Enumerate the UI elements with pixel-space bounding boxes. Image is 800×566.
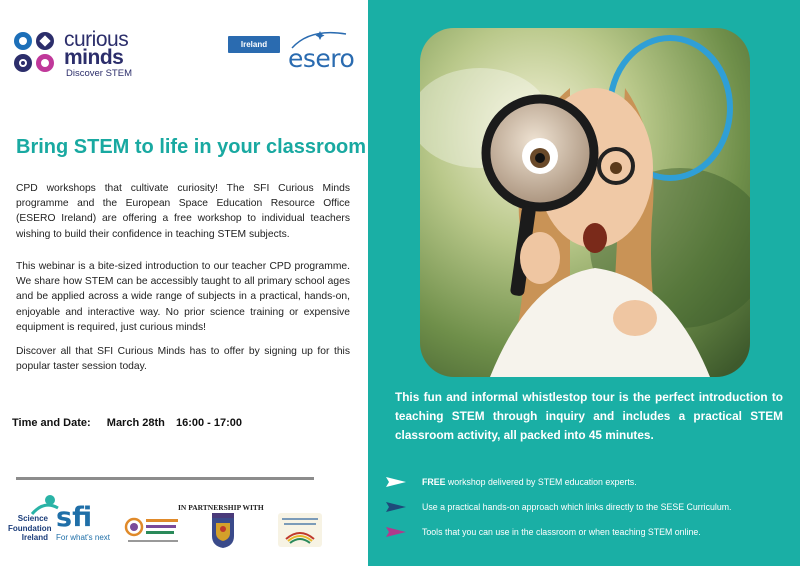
- sfi-wordmark: sfi: [56, 502, 93, 533]
- esero-ireland-badge: Ireland: [228, 36, 280, 53]
- magenta-arrow-icon: [386, 527, 406, 537]
- event-time: 16:00 - 17:00: [175, 417, 243, 429]
- white-arrow-icon: [386, 477, 406, 487]
- sfi-tagline: For what's next: [56, 533, 110, 542]
- sfi-name: Science Foundation Ireland: [8, 514, 52, 542]
- esero-logo: [228, 28, 363, 82]
- lead-description: This fun and informal whistlestop tour is the perfect introduction to teaching STEM through inquiry and includes a practical STEM classroom activity, all packed into 45 minutes.: [395, 390, 783, 442]
- bullet-text: FREE workshop delivered by STEM education experts.: [422, 477, 637, 487]
- left-panel: [0, 0, 368, 566]
- bullet-hands-on-approach: [386, 502, 732, 512]
- intro-paragraph: CPD workshops that cultivate curiosity! The SFI Curious Minds programme and the European Space Education Resource Office (ESERO Ireland) are offering a free workshop to individual teachers wishing to build their confidence in teaching STEM subjects.: [16, 183, 350, 240]
- event-label: Time and Date:: [12, 417, 91, 429]
- webinar-paragraph: This webinar is a bite-sized introduction to our teacher CPD programme. We share how STEM can be accessibly taught to all primary school ages and be applied across a wide range of subjects in a practical, hands-on, enjoyable and interactive way. No prior science training or expensive equipment is required, just curious minds!: [16, 261, 350, 333]
- partner-logo-support-service: [124, 513, 182, 547]
- curious-minds-word-minds: minds: [64, 46, 124, 69]
- event-time-and-date: [12, 417, 242, 429]
- bullet-free-workshop: [386, 477, 637, 487]
- navy-arrow-icon: [386, 502, 406, 512]
- curious-minds-logo-icon: [14, 32, 60, 78]
- partner-logo-clare: [210, 513, 236, 549]
- curious-minds-word-curious: curious: [64, 28, 129, 51]
- sfi-logo: [8, 494, 123, 544]
- bullet-text: Tools that you can use in the classroom or when teaching STEM online.: [422, 527, 701, 537]
- bullet-classroom-tools: [386, 527, 701, 537]
- curious-minds-logo: [14, 30, 154, 80]
- page-headline: Bring STEM to life in your classroom: [16, 136, 367, 158]
- signup-paragraph: Discover all that SFI Curious Minds has to offer by signing up for this popular taster session today.: [16, 346, 350, 373]
- curious-minds-tagline: Discover STEM: [66, 68, 132, 79]
- esero-wordmark: esero: [288, 44, 355, 73]
- footer-divider: [16, 477, 314, 480]
- girl-magnifying-glass-photo: [420, 28, 750, 377]
- event-date: March 28th: [106, 417, 165, 429]
- bullet-text: Use a practical hands-on approach which links directly to the SESE Curriculum.: [422, 502, 732, 512]
- partnership-label: IN PARTNERSHIP WITH: [178, 503, 264, 512]
- partner-logo-education-centre: [278, 513, 322, 547]
